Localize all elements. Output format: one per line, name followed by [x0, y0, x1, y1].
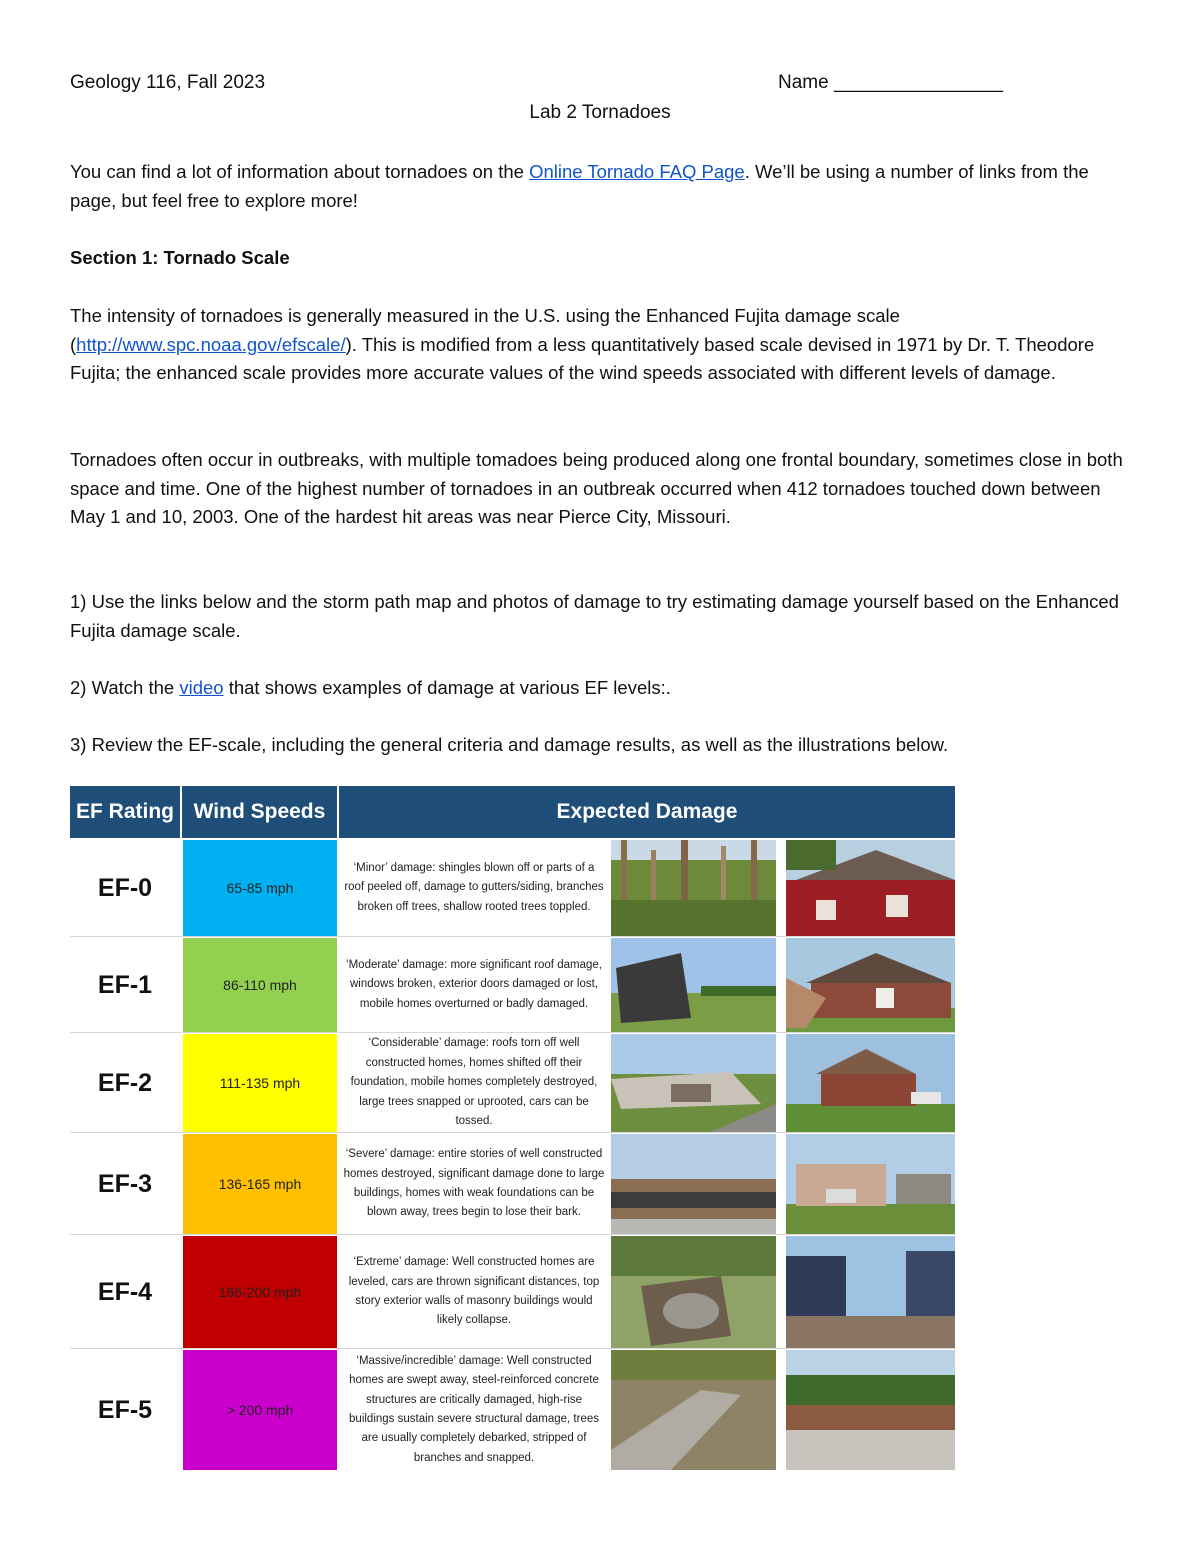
row-divider	[70, 1348, 955, 1349]
intro-paragraph	[70, 158, 1135, 215]
outbreak-paragraph: Tornadoes often occur in outbreaks, with multiple tomadoes being produced along one frontal boundary, sometimes close in both space and time. One of the highest number of tornadoes in an outbreak occurred when 412 tornadoes touched down between May 1 and 10, 2003. One of the hardest hit areas was near Pierce City, Missouri.	[70, 449, 1123, 528]
question-1: 1) Use the links below and the storm path map and photos of damage to try estimating damage yourself based on the Enhanced Fujita damage scale.	[70, 591, 1119, 641]
damage-photo	[786, 840, 955, 936]
damage-photo	[786, 1350, 955, 1470]
question-3: 3) Review the EF-scale, including the general criteria and damage results, as well as the illustrations below.	[70, 734, 949, 755]
damage-photo	[611, 1134, 776, 1234]
ef-rating: EF-1	[70, 938, 180, 1032]
question-2	[70, 674, 1135, 703]
damage-photo	[786, 1236, 955, 1348]
ef-scale-table	[70, 786, 955, 1470]
header-expected-damage: Expected Damage	[339, 786, 955, 838]
row-divider	[70, 936, 955, 937]
wind-speed: 86-110 mph	[183, 938, 337, 1032]
intro-text: You can find a lot of information about tornadoes on the	[70, 161, 530, 182]
ef-row-5	[70, 1350, 955, 1470]
damage-photo	[786, 938, 955, 1032]
question-2-text: 2) Watch the	[70, 677, 180, 698]
ef-scale-paragraph	[70, 302, 1135, 388]
section-1-heading: Section 1: Tornado Scale	[70, 247, 290, 268]
damage-photo	[786, 1134, 955, 1234]
lab-title: Lab 2 Tornadoes	[529, 102, 671, 123]
damage-description: ‘Moderate’ damage: more significant roof damage, windows broken, exterior doors damaged or lost, mobile homes overturned or badly damaged.	[346, 958, 602, 1010]
wind-speed: 136-165 mph	[183, 1134, 337, 1234]
row-divider	[70, 1032, 955, 1033]
damage-photo	[611, 840, 776, 936]
damage-photo	[611, 1034, 776, 1132]
tornado-faq-link[interactable]: Online Tornado FAQ Page	[529, 161, 745, 182]
wind-speed: 111-135 mph	[183, 1034, 337, 1132]
ef-row-1	[70, 938, 955, 1032]
damage-description: ‘Extreme’ damage: Well constructed homes are leveled, cars are thrown significant distances, top story exterior walls of masonry buildings would likely collapse.	[348, 1256, 600, 1327]
course-header: Geology 116, Fall 2023	[70, 72, 266, 93]
ef-row-3	[70, 1134, 955, 1234]
ef-rating: EF-3	[70, 1134, 180, 1234]
damage-photo	[786, 1034, 955, 1132]
damage-description: ‘Minor’ damage: shingles blown off or parts of a roof peeled off, damage to gutters/siding, branches broken off trees, shallow rooted trees toppled.	[344, 861, 604, 913]
video-link[interactable]: video	[179, 677, 224, 698]
ef-rating: EF-5	[70, 1350, 180, 1470]
damage-photo	[611, 1350, 776, 1470]
question-2-text-end: that shows examples of damage at various EF levels:.	[223, 677, 671, 698]
wind-speed: 166-200 mph	[183, 1236, 337, 1348]
header-ef-rating: EF Rating	[70, 786, 180, 838]
ef-paragraph-text-end: ). This is modified from a less quantitatively based scale devised in 1971 by Dr. T. Theodore Fujita; the enhanced scale provides more accurate values of the wind speeds associated with different levels of damage.	[70, 333, 1095, 384]
row-divider	[70, 1132, 955, 1133]
damage-description: ‘Severe’ damage: entire stories of well constructed homes destroyed, significant damage done to large buildings, homes with weak foundations can be blown away, trees begin to lose their bark.	[343, 1148, 605, 1219]
name-field-label: Name ________________	[778, 72, 1004, 93]
wind-speed: > 200 mph	[183, 1350, 337, 1470]
ef-row-4	[70, 1236, 955, 1348]
ef-rating: EF-2	[70, 1034, 180, 1132]
header-wind-speeds: Wind Speeds	[182, 786, 337, 838]
damage-description: ‘Massive/incredible’ damage: Well constructed homes are swept away, steel-reinforced concrete structures are critically damaged, high-rise buildings sustain severe structural damage, trees are usually completely debarked, stripped of branches and snapped.	[349, 1354, 599, 1464]
wind-speed: 65-85 mph	[183, 840, 337, 936]
efscale-link[interactable]: http://www.spc.noaa.gov/efscale/	[76, 333, 346, 355]
damage-photo	[611, 1236, 776, 1348]
ef-rating: EF-4	[70, 1236, 180, 1348]
ef-paragraph-text: The intensity of tornadoes is generally measured in the U.S. using the Enhanced Fujita damage scale (	[70, 305, 900, 355]
ef-row-0	[70, 840, 955, 936]
intro-text-end: . We’ll be using a number of links from the page, but feel free to explore more!	[70, 161, 1089, 211]
row-divider	[70, 1234, 955, 1235]
ef-row-2	[70, 1034, 955, 1132]
damage-photo	[611, 938, 776, 1032]
ef-rating: EF-0	[70, 840, 180, 936]
damage-description: ‘Considerable’ damage: roofs torn off well constructed homes, homes shifted off their foundation, mobile homes completely destroyed, large trees snapped or uprooted, cars can be tossed.	[350, 1037, 598, 1128]
